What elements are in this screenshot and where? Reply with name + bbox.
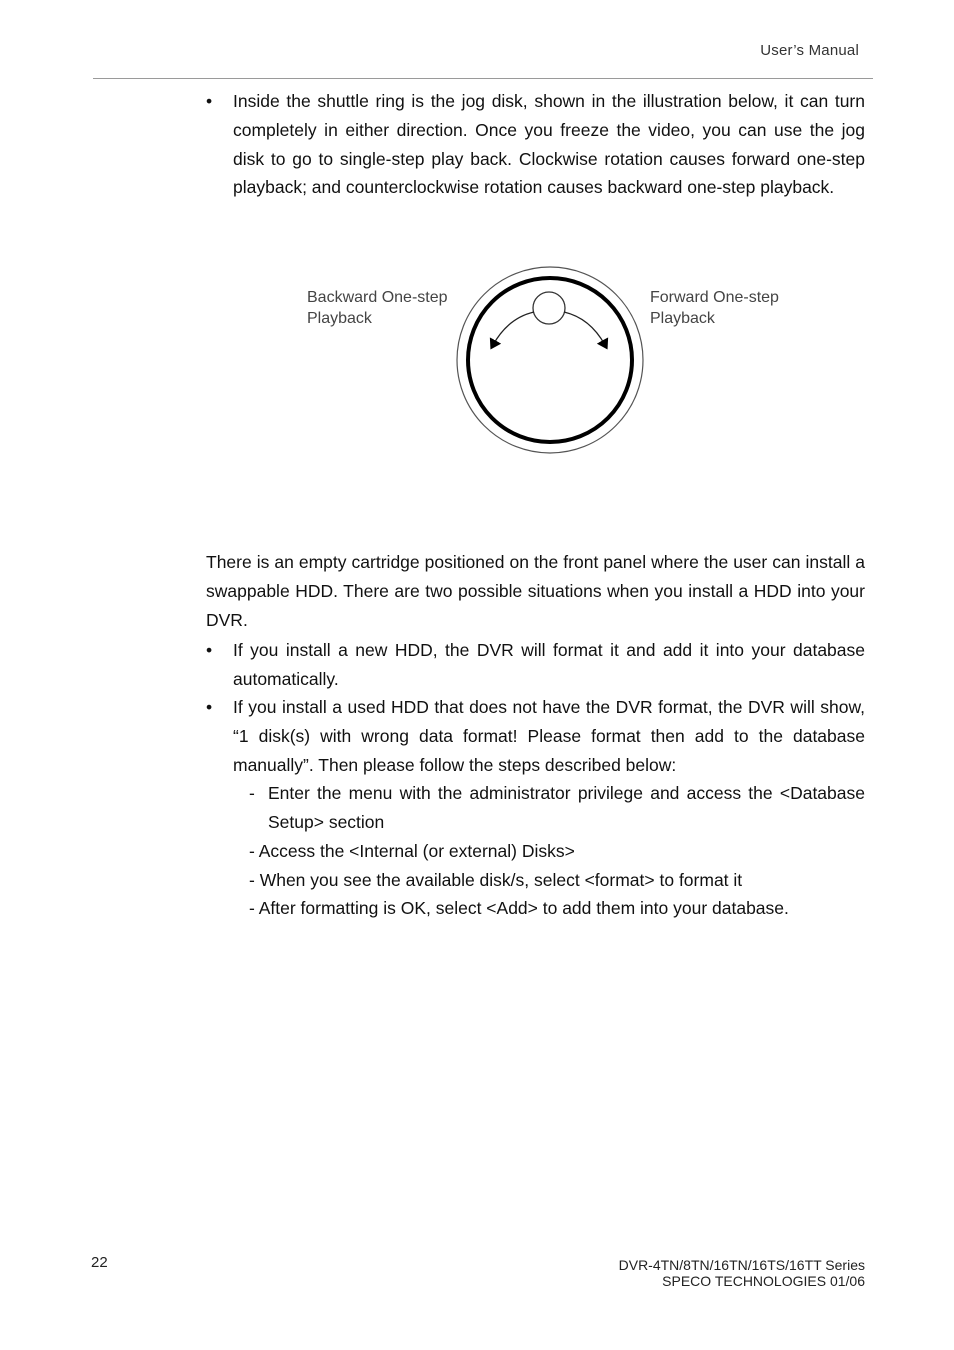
bullet-dot: • <box>206 640 213 660</box>
bullet-dot: • <box>206 697 213 717</box>
page-number: 22 <box>91 1254 108 1271</box>
forward-label <box>650 287 779 329</box>
forward-label-line2: Playback <box>650 310 715 327</box>
step-enter-menu-text: Enter the menu with the administrator privilege and access the <Database Setup> section <box>268 783 865 832</box>
step-select-add: - After formatting is OK, select <Add> to add them into your database. <box>249 898 789 918</box>
backward-label <box>307 287 448 329</box>
clockwise-arrow-icon <box>564 312 605 345</box>
jog-disk-figure <box>300 255 820 460</box>
step-enter-menu <box>249 779 865 837</box>
step-dash: - <box>249 783 255 803</box>
hdd-bullet-used <box>206 693 865 779</box>
header-title: User’s Manual <box>760 42 859 59</box>
footer-company: SPECO TECHNOLOGIES 01/06 <box>662 1273 865 1289</box>
counterclockwise-arrow-icon <box>493 312 534 345</box>
hdd-bullet-new-text: If you install a new HDD, the DVR will format it and add it into your database automatically. <box>233 640 865 689</box>
bullet-dot: • <box>206 91 213 111</box>
backward-label-line1: Backward One-step <box>307 289 448 306</box>
step-select-format: - When you see the available disk/s, select <format> to format it <box>249 870 743 890</box>
jog-disk-icon <box>450 263 650 458</box>
jog-knob <box>533 292 565 324</box>
header-divider <box>93 78 873 79</box>
hdd-intro: There is an empty cartridge positioned on the front panel where the user can install a swappable HDD. There are two possible situations when you install a HDD into your DVR. <box>206 552 865 630</box>
forward-label-line1: Forward One-step <box>650 289 779 306</box>
backward-label-line2: Playback <box>307 310 372 327</box>
hdd-bullet-new <box>206 636 865 694</box>
jog-bullet <box>206 87 865 202</box>
footer-series: DVR-4TN/8TN/16TN/16TS/16TT Series <box>618 1257 865 1273</box>
hdd-bullet-used-text: If you install a used HDD that does not have the DVR format, the DVR will show, “1 disk(s) with wrong data format! Please format then add to the database manually”. Then please follow the steps described below: <box>233 697 865 775</box>
jog-bullet-text: Inside the shuttle ring is the jog disk, shown in the illustration below, it can turn completely in either direction. Once you freeze the video, you can use the jog disk to go to single-step play back. Clockwise rotation causes forward one-step playback; and counterclockwise rotation causes backward one-step playback. <box>233 91 865 198</box>
footer-info <box>619 1257 865 1289</box>
step-access-disks: - Access the <Internal (or external) Disks> <box>249 841 575 861</box>
